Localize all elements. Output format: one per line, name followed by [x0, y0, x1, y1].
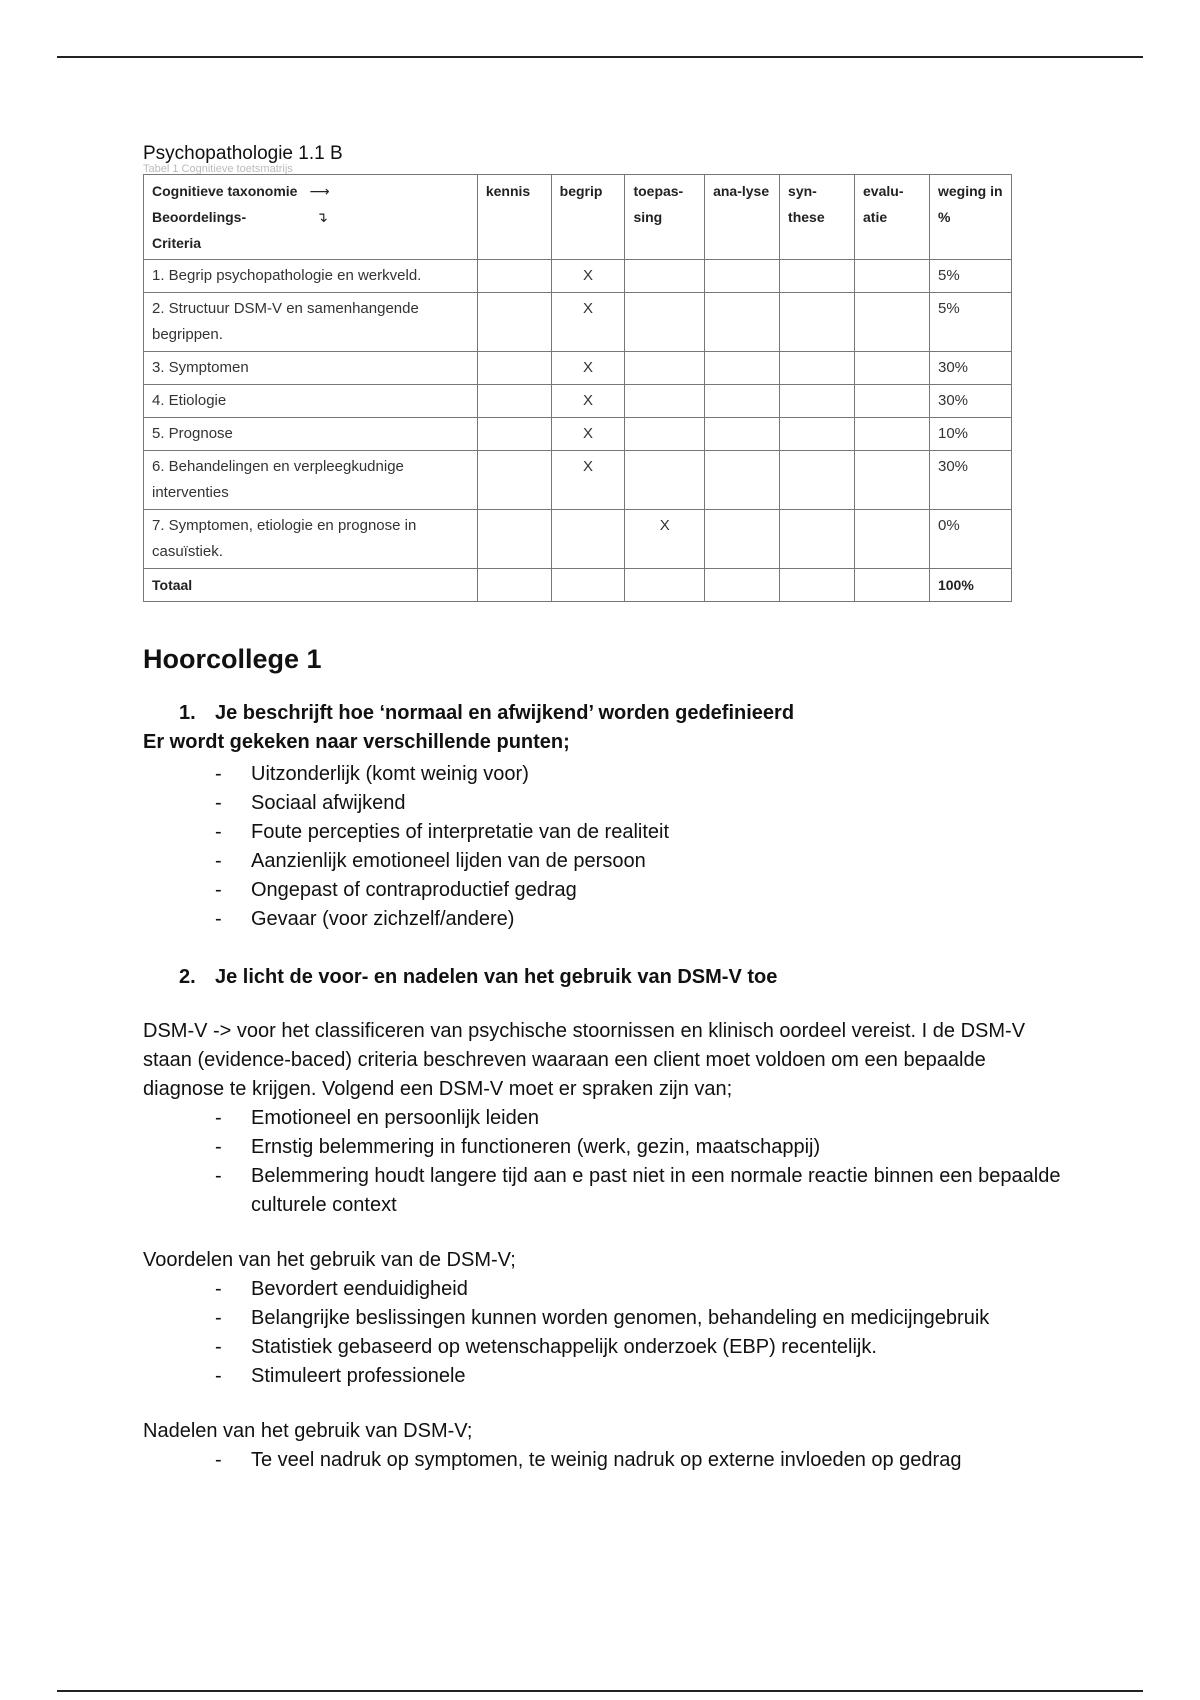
- mark-cell: [625, 385, 705, 418]
- question-1: [179, 700, 1063, 727]
- mark-cell: X: [551, 385, 625, 418]
- mark-cell: [625, 451, 705, 510]
- question-1-number: 1.: [179, 702, 196, 724]
- criterion-cell: 4. Etiologie: [144, 385, 478, 418]
- header-col: syn-these: [780, 175, 855, 260]
- mark-cell: [780, 451, 855, 510]
- pros-intro: Voordelen van het gebruik van de DSM-V;: [143, 1249, 516, 1271]
- mark-cell: [855, 260, 930, 293]
- mark-cell: [477, 510, 551, 569]
- table-row: [144, 293, 1012, 352]
- mark-cell: [705, 451, 780, 510]
- header-taxonomy-label: Cognitieve taxonomie: [152, 183, 298, 199]
- list-item: - Uitzonderlijk (komt weinig voor): [215, 760, 1063, 789]
- table-row: [144, 260, 1012, 293]
- weight-cell: 30%: [929, 385, 1011, 418]
- list-item: - Aanzienlijk emotioneel lijden van de persoon: [215, 847, 1063, 876]
- weight-cell: 5%: [929, 293, 1011, 352]
- arrow-right-icon: ⟶: [309, 183, 330, 199]
- mark-cell: [477, 385, 551, 418]
- question-2-text: Je licht de voor- en nadelen van het gebruik van DSM-V toe: [215, 966, 778, 988]
- mark-cell: [855, 352, 930, 385]
- list-item: - Emotioneel en persoonlijk leiden: [215, 1104, 1063, 1133]
- mark-cell: [477, 352, 551, 385]
- mark-cell: [705, 293, 780, 352]
- mark-cell: [477, 418, 551, 451]
- mark-cell: [780, 293, 855, 352]
- list-item: - Statistiek gebaseerd op wetenschappelijk onderzoek (EBP) recentelijk.: [215, 1333, 1063, 1362]
- criterion-cell: 1. Begrip psychopathologie en werkveld.: [144, 260, 478, 293]
- mark-cell: X: [551, 451, 625, 510]
- table-row: [144, 418, 1012, 451]
- list-item: - Ongepast of contraproductief gedrag: [215, 876, 1063, 905]
- mark-cell: [780, 418, 855, 451]
- weight-cell: 30%: [929, 352, 1011, 385]
- list-item: - Sociaal afwijkend: [215, 789, 1063, 818]
- header-col: ana-lyse: [705, 175, 780, 260]
- total-weight: 100%: [929, 569, 1011, 602]
- page-bottom-rule: [57, 1690, 1143, 1692]
- total-label: Totaal: [144, 569, 478, 602]
- mark-cell: [477, 260, 551, 293]
- table-row: [144, 510, 1012, 569]
- weight-cell: 5%: [929, 260, 1011, 293]
- criterion-cell: 6. Behandelingen en verpleegkudnige interventies: [144, 451, 478, 510]
- list-item: - Stimuleert professionele: [215, 1362, 1063, 1391]
- mark-cell: [625, 352, 705, 385]
- taxonomy-table: [143, 174, 1012, 602]
- mark-cell: [705, 352, 780, 385]
- dsm-paragraph: DSM-V -> voor het classificeren van psychische stoornissen en klinisch oordeel vereist. I de DSM-V staan (evidence-baced) criteria beschreven waaraan een client moet voldoen om een bepaalde diagnose te krijgen. Volgend een DSM-V moet er spraken zijn van;: [143, 1020, 1026, 1100]
- criterion-cell: 3. Symptomen: [144, 352, 478, 385]
- table-row: [144, 352, 1012, 385]
- mark-cell: [625, 418, 705, 451]
- mark-cell: X: [551, 293, 625, 352]
- header-col: toepas-sing: [625, 175, 705, 260]
- mark-cell: [780, 385, 855, 418]
- pros-list: [143, 1275, 1063, 1391]
- cons-list: [143, 1446, 1063, 1475]
- page-content: [143, 143, 1063, 1475]
- criterion-cell: 7. Symptomen, etiologie en prognose in casuïstiek.: [144, 510, 478, 569]
- header-col: evalu-atie: [855, 175, 930, 260]
- question-1-text: Je beschrijft hoe ‘normaal en afwijkend’ worden gedefinieerd: [215, 702, 795, 724]
- table-row: [144, 451, 1012, 510]
- list-item: - Foute percepties of interpretatie van de realiteit: [215, 818, 1063, 847]
- weight-cell: 0%: [929, 510, 1011, 569]
- arrow-down-icon: ↴: [316, 209, 328, 225]
- header-criteria-label: Criteria: [152, 235, 202, 251]
- question-2-number: 2.: [179, 966, 196, 988]
- header-col: kennis: [477, 175, 551, 260]
- mark-cell: [855, 510, 930, 569]
- document-title: Psychopathologie 1.1 B: [143, 143, 343, 164]
- mark-cell: [705, 260, 780, 293]
- page-top-rule: [57, 56, 1143, 58]
- list-item: - Ernstig belemmering in functioneren (werk, gezin, maatschappij): [215, 1133, 1063, 1162]
- mark-cell: X: [625, 510, 705, 569]
- header-criteria-cell: [144, 175, 478, 260]
- mark-cell: [705, 510, 780, 569]
- header-beoordelings-label: Beoordelings-: [152, 209, 247, 225]
- weight-cell: 10%: [929, 418, 1011, 451]
- question-1-intro: Er wordt gekeken naar verschillende punten;: [143, 731, 570, 753]
- question-1-list: [143, 760, 1063, 934]
- mark-cell: [855, 418, 930, 451]
- table-row: [144, 385, 1012, 418]
- mark-cell: X: [551, 352, 625, 385]
- criterion-cell: 5. Prognose: [144, 418, 478, 451]
- mark-cell: [705, 385, 780, 418]
- criterion-cell: 2. Structuur DSM-V en samenhangende begrippen.: [144, 293, 478, 352]
- list-item: - Te veel nadruk op symptomen, te weinig nadruk op externe invloeden op gedrag: [215, 1446, 1063, 1475]
- mark-cell: [855, 385, 930, 418]
- dsm-criteria-list: [143, 1104, 1063, 1220]
- mark-cell: X: [551, 418, 625, 451]
- mark-cell: [625, 293, 705, 352]
- mark-cell: [780, 510, 855, 569]
- mark-cell: X: [551, 260, 625, 293]
- mark-cell: [477, 293, 551, 352]
- header-col: weging in %: [929, 175, 1011, 260]
- mark-cell: [625, 260, 705, 293]
- table-header-row: [144, 175, 1012, 260]
- question-2: [179, 964, 1063, 991]
- section-heading: Hoorcollege 1: [143, 644, 322, 674]
- cons-intro: Nadelen van het gebruik van DSM-V;: [143, 1420, 473, 1442]
- mark-cell: [477, 451, 551, 510]
- list-item: - Belangrijke beslissingen kunnen worden genomen, behandeling en medicijngebruik: [215, 1304, 1063, 1333]
- list-item: - Belemmering houdt langere tijd aan e past niet in een normale reactie binnen een bepaalde culturele context: [215, 1162, 1063, 1220]
- list-item: - Gevaar (voor zichzelf/andere): [215, 905, 1063, 934]
- mark-cell: [551, 510, 625, 569]
- mark-cell: [855, 451, 930, 510]
- table-body: [144, 260, 1012, 569]
- mark-cell: [780, 260, 855, 293]
- weight-cell: 30%: [929, 451, 1011, 510]
- mark-cell: [780, 352, 855, 385]
- table-caption: Tabel 1 Cognitieve toetsmatrijs: [143, 163, 293, 174]
- list-item: - Bevordert eenduidigheid: [215, 1275, 1063, 1304]
- mark-cell: [855, 293, 930, 352]
- mark-cell: [705, 418, 780, 451]
- table-total-row: [144, 569, 1012, 602]
- header-col: begrip: [551, 175, 625, 260]
